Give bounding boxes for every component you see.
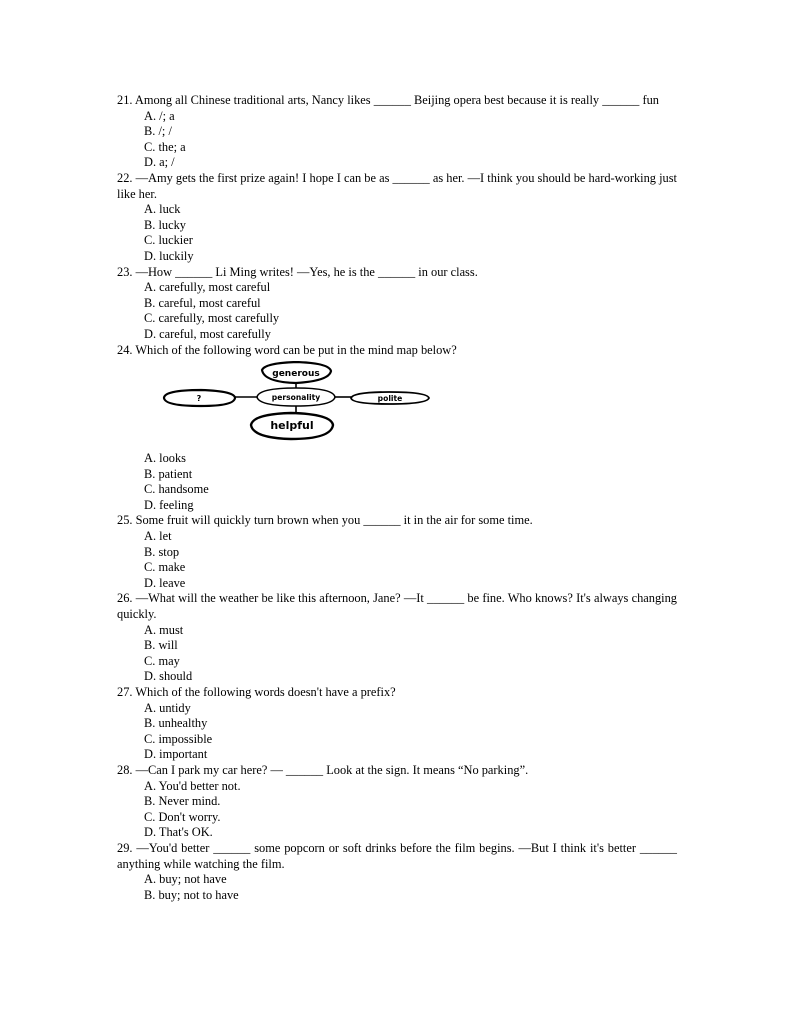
question-stem: 21. Among all Chinese traditional arts, Nancy likes ______ Beijing opera best because it is really ______ fun	[117, 93, 659, 107]
node-left-label: ?	[196, 394, 202, 404]
option-c: C. the; a	[144, 139, 186, 154]
option-list	[117, 451, 677, 513]
option-a: A. looks	[144, 451, 186, 466]
question-stem: 28. —Can I park my car here? — ______ Look at the sign. It means “No parking”.	[117, 762, 529, 777]
question-22	[117, 171, 677, 265]
option-c: C. carefully, most carefully	[144, 311, 280, 326]
option-d: D. careful, most carefully	[144, 326, 271, 341]
node-center-label: personality	[271, 393, 321, 403]
option-list	[117, 872, 677, 903]
question-21	[117, 93, 677, 171]
mind-map	[161, 361, 433, 447]
question-sheet	[117, 93, 677, 903]
question-24	[117, 343, 677, 514]
option-c: C. make	[144, 560, 186, 575]
question-28	[117, 763, 677, 841]
option-b: B. will	[144, 638, 178, 653]
question-stem: 24. Which of the following word can be put in the mind map below?	[117, 342, 457, 357]
question-stem: 27. Which of the following words doesn't have a prefix?	[117, 685, 396, 699]
option-d: D. feeling	[144, 497, 194, 512]
option-a: A. You'd better not.	[144, 778, 241, 793]
option-b: B. lucky	[144, 217, 186, 232]
option-a: A. must	[144, 622, 184, 637]
option-a: A. buy; not have	[144, 872, 227, 887]
question-stem: 29. —You'd better ______ some popcorn or soft drinks before the film begins. —But I think it's better ______ anything while watching the film.	[117, 840, 677, 871]
option-c: C. may	[144, 653, 180, 668]
option-a: A. luck	[144, 202, 181, 217]
option-list	[117, 701, 677, 763]
question-stem: 26. —What will the weather be like this afternoon, Jane? —It ______ be fine. Who knows? It's always changing quickly.	[117, 591, 677, 622]
question-27	[117, 685, 677, 763]
question-stem: 25. Some fruit will quickly turn brown when you ______ it in the air for some time.	[117, 513, 533, 528]
option-list	[117, 280, 677, 342]
option-d: D. leave	[144, 575, 186, 590]
option-d: D. important	[144, 747, 208, 762]
option-d: D. That's OK.	[144, 825, 213, 840]
option-b: B. Never mind.	[144, 794, 221, 809]
option-b: B. unhealthy	[144, 716, 208, 731]
option-d: D. should	[144, 669, 193, 684]
node-top-label: generous	[272, 369, 320, 380]
option-list	[117, 623, 677, 685]
option-d: D. a; /	[144, 155, 175, 170]
question-26	[117, 591, 677, 685]
option-b: B. buy; not to have	[144, 887, 239, 902]
option-b: B. stop	[144, 544, 180, 559]
option-a: A. untidy	[144, 700, 191, 715]
node-right-label: polite	[377, 394, 403, 404]
option-list	[117, 109, 677, 171]
question-stem: 23. —How ______ Li Ming writes! —Yes, he is the ______ in our class.	[117, 264, 478, 279]
option-b: B. patient	[144, 466, 193, 481]
option-list	[117, 529, 677, 591]
option-d: D. luckily	[144, 248, 194, 263]
question-stem: 22. —Amy gets the first prize again! I hope I can be as ______ as her. —I think you should be hard-working just like her.	[117, 170, 677, 201]
option-c: C. Don't worry.	[144, 809, 221, 824]
option-a: A. let	[144, 529, 172, 544]
question-29	[117, 841, 677, 903]
option-c: C. impossible	[144, 731, 213, 746]
option-b: B. /; /	[144, 124, 172, 139]
option-a: A. /; a	[144, 108, 175, 123]
question-25	[117, 513, 677, 591]
option-list	[117, 779, 677, 841]
question-23	[117, 265, 677, 343]
option-b: B. careful, most careful	[144, 295, 261, 310]
option-c: C. luckier	[144, 233, 193, 248]
option-a: A. carefully, most careful	[144, 280, 271, 295]
option-list	[117, 202, 677, 264]
option-c: C. handsome	[144, 482, 209, 497]
node-bottom-label: helpful	[270, 419, 314, 433]
